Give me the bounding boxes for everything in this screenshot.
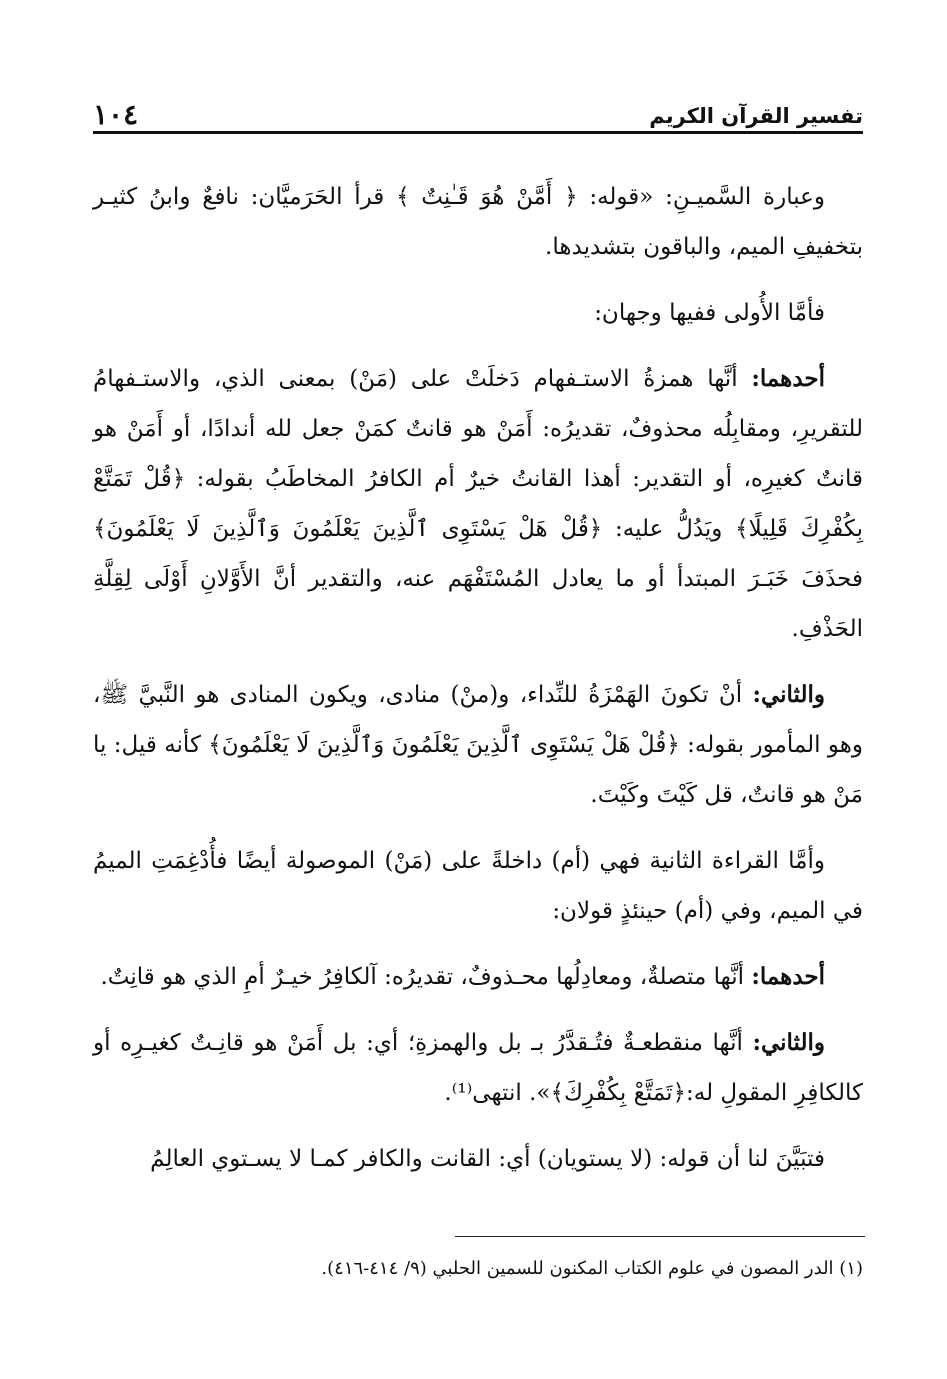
footnote-rule (455, 1236, 865, 1237)
paragraph-7 (93, 1018, 863, 1118)
book-title: تفسير القرآن الكريم (649, 104, 863, 128)
paragraph-text: أنْ تكونَ الهَمْزَةُ للنِّداء، و(منْ) منادى، ويكون المنادى هو النَّبيَّ ﷺ، وهو المأمور بقوله: ﴿قُلْ هَلْ يَسْتَوِى ٱلَّذِينَ يَعْلَمُونَ وَٱلَّذِينَ لَا يَعْلَمُونَ﴾ كأنه قيل: يا مَنْ هو قانتٌ، قل كَيْتَ وكَيْتَ. (93, 682, 863, 808)
paragraph-lead: أحدهما: (751, 963, 825, 990)
paragraph-text: أنَّها متصلةٌ، ومعادِلُها محـذوفٌ، تقديرُه: آلكافِرُ خيـرٌ أمِ الذي هو قانِتٌ. (100, 964, 752, 990)
paragraph-5 (93, 836, 863, 936)
paragraph-text: أنَّها همزةُ الاستـفهام دَخلَتْ على (مَنْ) بمعنى الذي، والاستـفهامُ للتقريرِ، ومقابِلُه محذوفٌ، تقديرُه: أَمَنْ هو قانتٌ كمَنْ جعل لله أندادًا، أو أَمَنْ هو قانتٌ كغيرِه، أو التقدير: أهذا القانتُ خيرٌ أم الكافرُ المخاطَبُ بقوله: ﴿قُلْ تَمَتَّعْ بِكُفْرِكَ قَلِيلًا﴾ ويَدُلُّ عليه: ﴿قُلْ هَلْ يَسْتَوِى ٱلَّذِينَ يَعْلَمُونَ وَٱلَّذِينَ لَا يَعْلَمُونَ﴾ فحذَفَ خَبَـرَ المبتدأ أو ما يعادل المُسْتَفْهَم عنه، والتقدير أنَّ الأَوَّلانِ أَوْلَى لِقِلَّةِ الحَذْفِ. (93, 366, 863, 642)
paragraph-4 (93, 670, 863, 820)
paragraph-lead: والثاني: (752, 1029, 825, 1056)
page-header (93, 95, 863, 131)
paragraph-text: أنَّها منقطعـةٌ فتُـقدَّرُ بـ بل والهمزةِ؛ أي: بل أَمَنْ هو قانِـتٌ كغيـرِه أو كالكافِرِ المقولِ له:﴿تَمَتَّعْ بِكُفْرِكَ﴾». انتهى⁽¹⁾. (93, 1030, 863, 1106)
paragraph-2 (93, 288, 863, 338)
paragraph-text: فتبَيَّنَ لنا أن قوله: (لا يستويان) أي: القانت والكافر كمـا لا يسـتوي العالِمُ (150, 1146, 825, 1172)
paragraph-text: فأمَّا الأُولى ففيها وجهان: (594, 300, 825, 326)
paragraph-text: وعبارة السَّميـنِ: «قوله: ﴿ أَمَّنْ هُوَ قَـٰنِتٌ ﴾ قرأ الحَرَميَّان: نافعٌ وابنُ كثيـر بتخفيفِ الميم، والباقون بتشديدها. (93, 184, 863, 260)
paragraph-8 (93, 1134, 863, 1184)
page-number: ١٠٤ (93, 98, 139, 131)
paragraph-1 (93, 172, 863, 272)
paragraph-3 (93, 354, 863, 654)
footnote: (١) الدر المصون في علوم الكتاب المكنون للسمين الحلبي (٩/ ٤١٤-٤١٦). (321, 1258, 863, 1279)
header-rule (93, 131, 863, 134)
paragraph-lead: والثاني: (752, 681, 825, 708)
paragraph-6 (93, 952, 863, 1002)
main-text (93, 172, 863, 1200)
paragraph-text: وأمَّا القراءة الثانية فهي (أم) داخلةً على (مَنْ) الموصولة أيضًا فأُدْغِمَتِ الميمُ في الميم، وفي (أم) حينئذٍ قولان: (93, 848, 863, 924)
paragraph-lead: أحدهما: (751, 365, 825, 392)
